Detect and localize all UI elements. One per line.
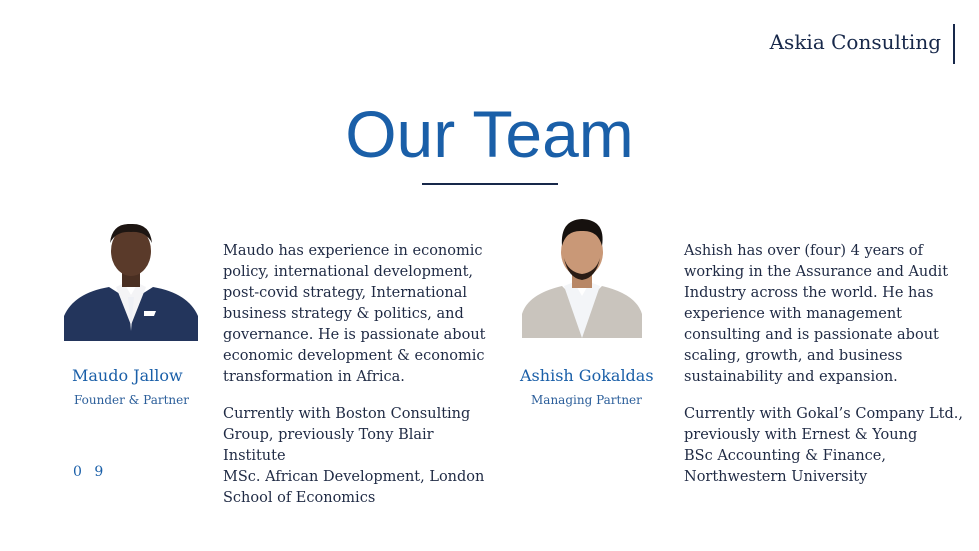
member-role-ashish: Managing Partner xyxy=(531,393,642,407)
current-line: Currently with Gokal’s Company Ltd., xyxy=(684,406,963,422)
member-bio-ashish xyxy=(684,241,954,388)
member-current-ashish xyxy=(684,404,969,488)
bio-line: working in the Assurance and Audit xyxy=(684,264,949,280)
bio-line: experience with management xyxy=(684,306,902,322)
title-underline xyxy=(422,183,558,185)
bio-line: Industry across the world. He has xyxy=(684,285,934,301)
current-line: previously with Ernest & Young xyxy=(684,427,918,443)
member-current-maudo xyxy=(223,404,498,509)
current-line: School of Economics xyxy=(223,490,376,506)
brand-divider xyxy=(953,24,955,64)
current-line: Group, previously Tony Blair Institute xyxy=(223,427,434,464)
member-role-maudo: Founder & Partner xyxy=(74,393,189,407)
bio-line: consulting and is passionate about xyxy=(684,327,939,343)
current-line: Northwestern University xyxy=(684,469,868,485)
current-line: BSc Accounting & Finance, xyxy=(684,448,886,464)
bio-line: Ashish has over (four) 4 years of xyxy=(684,243,923,259)
brand-name: Askia Consulting xyxy=(769,30,941,54)
member-photo-maudo xyxy=(64,221,198,341)
bio-line: policy, international development, xyxy=(223,264,474,280)
bio-line: sustainability and expansion. xyxy=(684,369,898,385)
current-line: Currently with Boston Consulting xyxy=(223,406,471,422)
bio-line: transformation in Africa. xyxy=(223,369,405,385)
page-number: 0 9 xyxy=(73,464,108,480)
member-name-maudo: Maudo Jallow xyxy=(72,366,183,385)
page-title: Our Team xyxy=(345,97,634,171)
member-name-ashish: Ashish Gokaldas xyxy=(520,366,654,385)
bio-line: post-covid strategy, International xyxy=(223,285,467,301)
bio-line: Maudo has experience in economic xyxy=(223,243,483,259)
bio-line: scaling, growth, and business xyxy=(684,348,903,364)
bio-line: business strategy & politics, and xyxy=(223,306,464,322)
bio-line: governance. He is passionate about xyxy=(223,327,486,343)
member-bio-maudo xyxy=(223,241,498,388)
current-line: MSc. African Development, London xyxy=(223,469,485,485)
member-photo-ashish xyxy=(522,216,642,338)
bio-line: economic development & economic xyxy=(223,348,485,364)
